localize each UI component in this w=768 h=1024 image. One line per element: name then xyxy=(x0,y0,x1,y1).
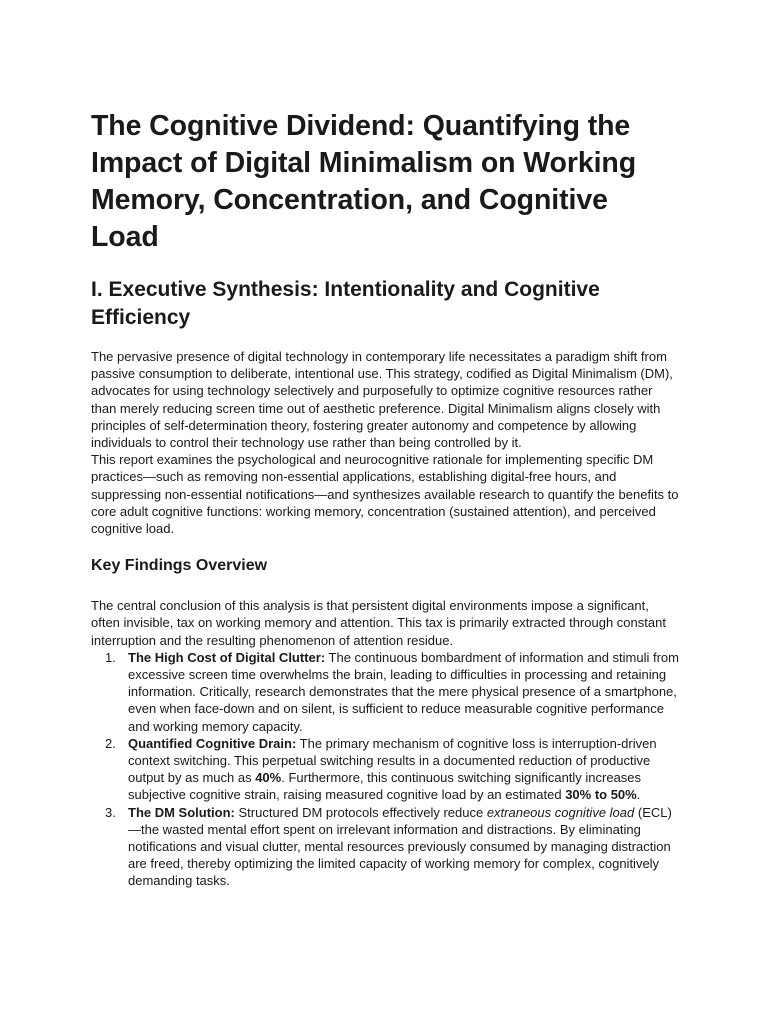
key-findings-intro: The central conclusion of this analysis is that persistent digital environments impose a significant, often invisible, tax on working memory and attention. This tax is primarily extracted through constant interruption and the resulting phenomenon of attention residue. xyxy=(91,598,666,648)
finding-item xyxy=(91,804,680,890)
intro-section xyxy=(91,348,680,537)
key-findings-section xyxy=(91,597,680,889)
key-findings-heading: Key Findings Overview xyxy=(91,557,268,575)
document-title: The Cognitive Dividend: Quantifying the Impact of Digital Minimalism on Working Memory, Concentration, and Cognitive Load xyxy=(91,110,637,253)
finding-highlight-value: 30% to 50% xyxy=(565,787,637,803)
finding-emphasis: extraneous cognitive load xyxy=(486,804,635,820)
finding-text: The continuous bombardment of information and stimuli from excessive screen time overwhelms the brain, leading to difficulties in processing and retaining information. Critically, research demonstrates that the mere physical presence of a smartphone, even when face-down and on silent, is sufficient to reduce measurable cognitive performance and working memory capacity. xyxy=(128,649,679,734)
finding-text: The primary mechanism of cognitive loss is interruption-driven context switching. This perpetual switching results in a documented reduction of productive output by as much as xyxy=(128,735,657,786)
finding-number: 1. xyxy=(105,649,116,665)
finding-item xyxy=(91,649,680,735)
intro-paragraph: This report examines the psychological and neurocognitive rationale for implementing specific DM practices—such as removing non-essential applications, establishing digital-free hours, and suppressing non-essential notifications—and synthesizes available research to quantify the benefits to core adult cognitive functions: working memory, concentration (sustained attention), and perceived cognitive load. xyxy=(91,452,679,537)
finding-item xyxy=(91,735,680,804)
finding-title: The High Cost of Digital Clutter: xyxy=(128,649,326,665)
finding-number: 3. xyxy=(105,804,116,820)
finding-text: . xyxy=(636,787,641,803)
finding-highlight-value: 40% xyxy=(255,770,282,786)
finding-title: The DM Solution: xyxy=(128,804,235,820)
section-heading-executive-synthesis: I. Executive Synthesis: Intentionality and Cognitive Efficiency xyxy=(91,278,600,329)
findings-list xyxy=(91,649,680,890)
finding-number: 2. xyxy=(105,735,116,751)
finding-text: Structured DM protocols effectively reduce xyxy=(234,804,487,820)
finding-text: (ECL)—the wasted mental effort spent on irrelevant information and distractions. By eliminating notifications and visual clutter, mental resources previously consumed by managing distraction are freed, thereby optimizing the limited capacity of working memory for complex, cognitively demanding tasks. xyxy=(128,804,672,889)
intro-paragraph: The pervasive presence of digital technology in contemporary life necessitates a paradigm shift from passive consumption to deliberate, intentional use. This strategy, codified as Digital Minimalism (DM), advocates for using technology selectively and purposefully to optimize cognitive resources rather than merely reducing screen time out of aesthetic preference. Digital Minimalism aligns closely with principles of self-determination theory, fostering greater autonomy and competence by allowing individuals to control their technology use rather than being controlled by it. xyxy=(91,349,673,451)
finding-text: . Furthermore, this continuous switching significantly increases subjective cognitive strain, raising measured cognitive load by an estimated xyxy=(128,770,642,803)
finding-title: Quantified Cognitive Drain: xyxy=(128,735,297,751)
